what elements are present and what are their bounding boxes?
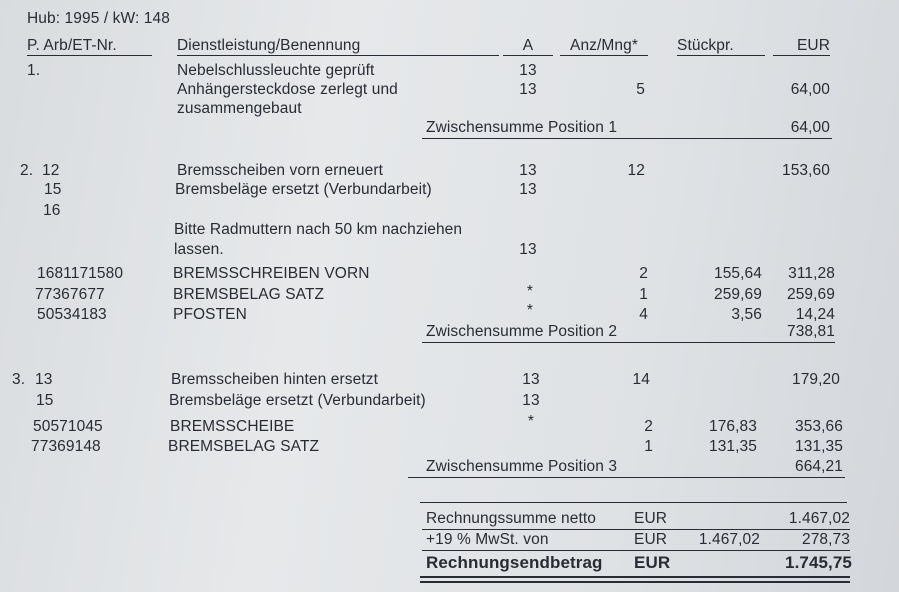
- part-amount: 131,35: [794, 438, 843, 455]
- a-value: 13: [519, 162, 537, 179]
- part-quantity: 2: [644, 418, 653, 435]
- position-number: 2.: [20, 162, 34, 179]
- service-description: Bremsscheiben vorn erneuert: [177, 162, 384, 179]
- a-value: 13: [522, 392, 540, 409]
- vat-rule: [422, 550, 850, 551]
- subtotal-value: 738,81: [786, 323, 835, 340]
- net-total-currency: EUR: [634, 510, 668, 527]
- work-code: 15: [44, 181, 62, 198]
- part-unit-price: 176,83: [708, 418, 757, 435]
- part-amount: 353,66: [794, 418, 843, 435]
- subtotal-rule: [408, 477, 845, 478]
- a-value: 13: [519, 62, 537, 79]
- col-header-a: A: [503, 37, 553, 56]
- a-value: 13: [522, 371, 540, 388]
- part-name: BREMSSCHEIBE: [170, 418, 295, 435]
- part-number: 50534183: [37, 306, 107, 323]
- service-description: Anhängersteckdose zerlegt und: [177, 81, 398, 98]
- position-number: 1.: [27, 62, 41, 79]
- amount-value: 179,20: [791, 371, 840, 388]
- work-code: 15: [36, 392, 54, 409]
- final-total-label: Rechnungsendbetrag: [426, 553, 603, 572]
- final-double-rule-top: [420, 576, 850, 578]
- work-code: 16: [43, 202, 61, 219]
- service-description-continued: zusammengebaut: [177, 100, 302, 117]
- col-header-eur: EUR: [773, 37, 830, 56]
- work-code: 12: [42, 162, 60, 179]
- part-mark: *: [526, 283, 534, 300]
- part-quantity: 2: [639, 265, 648, 282]
- subtotal-rule: [422, 342, 835, 343]
- part-unit-price: 3,56: [731, 306, 762, 323]
- vat-label: +19 % MwSt. von: [426, 531, 549, 548]
- subtotal-label: Zwischensumme Position 2: [426, 323, 618, 340]
- service-description: Bremsbeläge ersetzt (Verbundarbeit): [169, 392, 426, 409]
- service-description: Bremsscheiben hinten ersetzt: [171, 371, 378, 388]
- part-number: 77367677: [35, 286, 105, 303]
- final-double-rule-bottom: [420, 581, 850, 583]
- part-quantity: 1: [639, 286, 648, 303]
- note-text-continued: lassen.: [174, 241, 224, 258]
- net-rule: [422, 529, 850, 530]
- net-total-value: 1.467,02: [788, 510, 850, 527]
- subtotal-value: 664,21: [794, 458, 843, 475]
- part-number: 77369148: [31, 438, 101, 455]
- col-header-position: P. Arb/ET-Nr.: [27, 37, 152, 56]
- a-value: 13: [519, 181, 537, 198]
- part-quantity: 4: [639, 306, 648, 323]
- col-header-unit-price: Stückpr.: [677, 37, 765, 56]
- position-number: 3.: [12, 371, 26, 388]
- amount-value: 153,60: [781, 162, 830, 179]
- part-name: BREMSBELAG SATZ: [173, 286, 325, 303]
- engine-info: Hub: 1995 / kW: 148: [27, 10, 170, 27]
- subtotal-rule: [422, 138, 832, 139]
- vat-value: 278,73: [801, 531, 850, 548]
- col-header-quantity: Anz/Mng*: [560, 37, 648, 56]
- quantity-value: 5: [636, 81, 645, 98]
- part-unit-price: 259,69: [713, 286, 762, 303]
- vat-currency: EUR: [634, 531, 668, 548]
- subtotal-label: Zwischensumme Position 3: [426, 458, 618, 475]
- part-mark: *: [526, 302, 534, 319]
- part-quantity: 1: [644, 438, 653, 455]
- part-number: 50571045: [33, 418, 103, 435]
- part-mark: *: [527, 413, 535, 430]
- part-amount: 14,24: [795, 306, 835, 323]
- a-value: 13: [519, 241, 537, 258]
- final-total-value: 1.745,75: [785, 553, 852, 572]
- part-name: BREMSSCHREIBEN VORN: [173, 265, 370, 282]
- totals-top-rule: [420, 502, 847, 503]
- net-total-label: Rechnungssumme netto: [426, 510, 597, 527]
- amount-value: 64,00: [790, 81, 830, 98]
- a-value: 13: [519, 81, 537, 98]
- vat-base-value: 1.467,02: [698, 531, 760, 548]
- final-total-currency: EUR: [634, 553, 671, 572]
- service-description: Nebelschlussleuchte geprüft: [177, 62, 375, 79]
- quantity-value: 14: [632, 371, 650, 388]
- service-description: Bremsbeläge ersetzt (Verbundarbeit): [175, 181, 432, 198]
- subtotal-label: Zwischensumme Position 1: [426, 119, 618, 136]
- col-header-description: Dienstleistung/Benennung: [177, 37, 499, 56]
- part-unit-price: 131,35: [708, 438, 757, 455]
- part-name: BREMSBELAG SATZ: [168, 438, 320, 455]
- note-text: Bitte Radmuttern nach 50 km nachziehen: [174, 221, 463, 238]
- part-name: PFOSTEN: [173, 306, 247, 323]
- part-amount: 259,69: [786, 286, 835, 303]
- work-code: 13: [35, 371, 53, 388]
- subtotal-value: 64,00: [790, 119, 830, 136]
- quantity-value: 12: [627, 162, 645, 179]
- part-number: 1681171580: [37, 265, 124, 282]
- part-amount: 311,28: [788, 265, 835, 282]
- part-unit-price: 155,64: [713, 265, 762, 282]
